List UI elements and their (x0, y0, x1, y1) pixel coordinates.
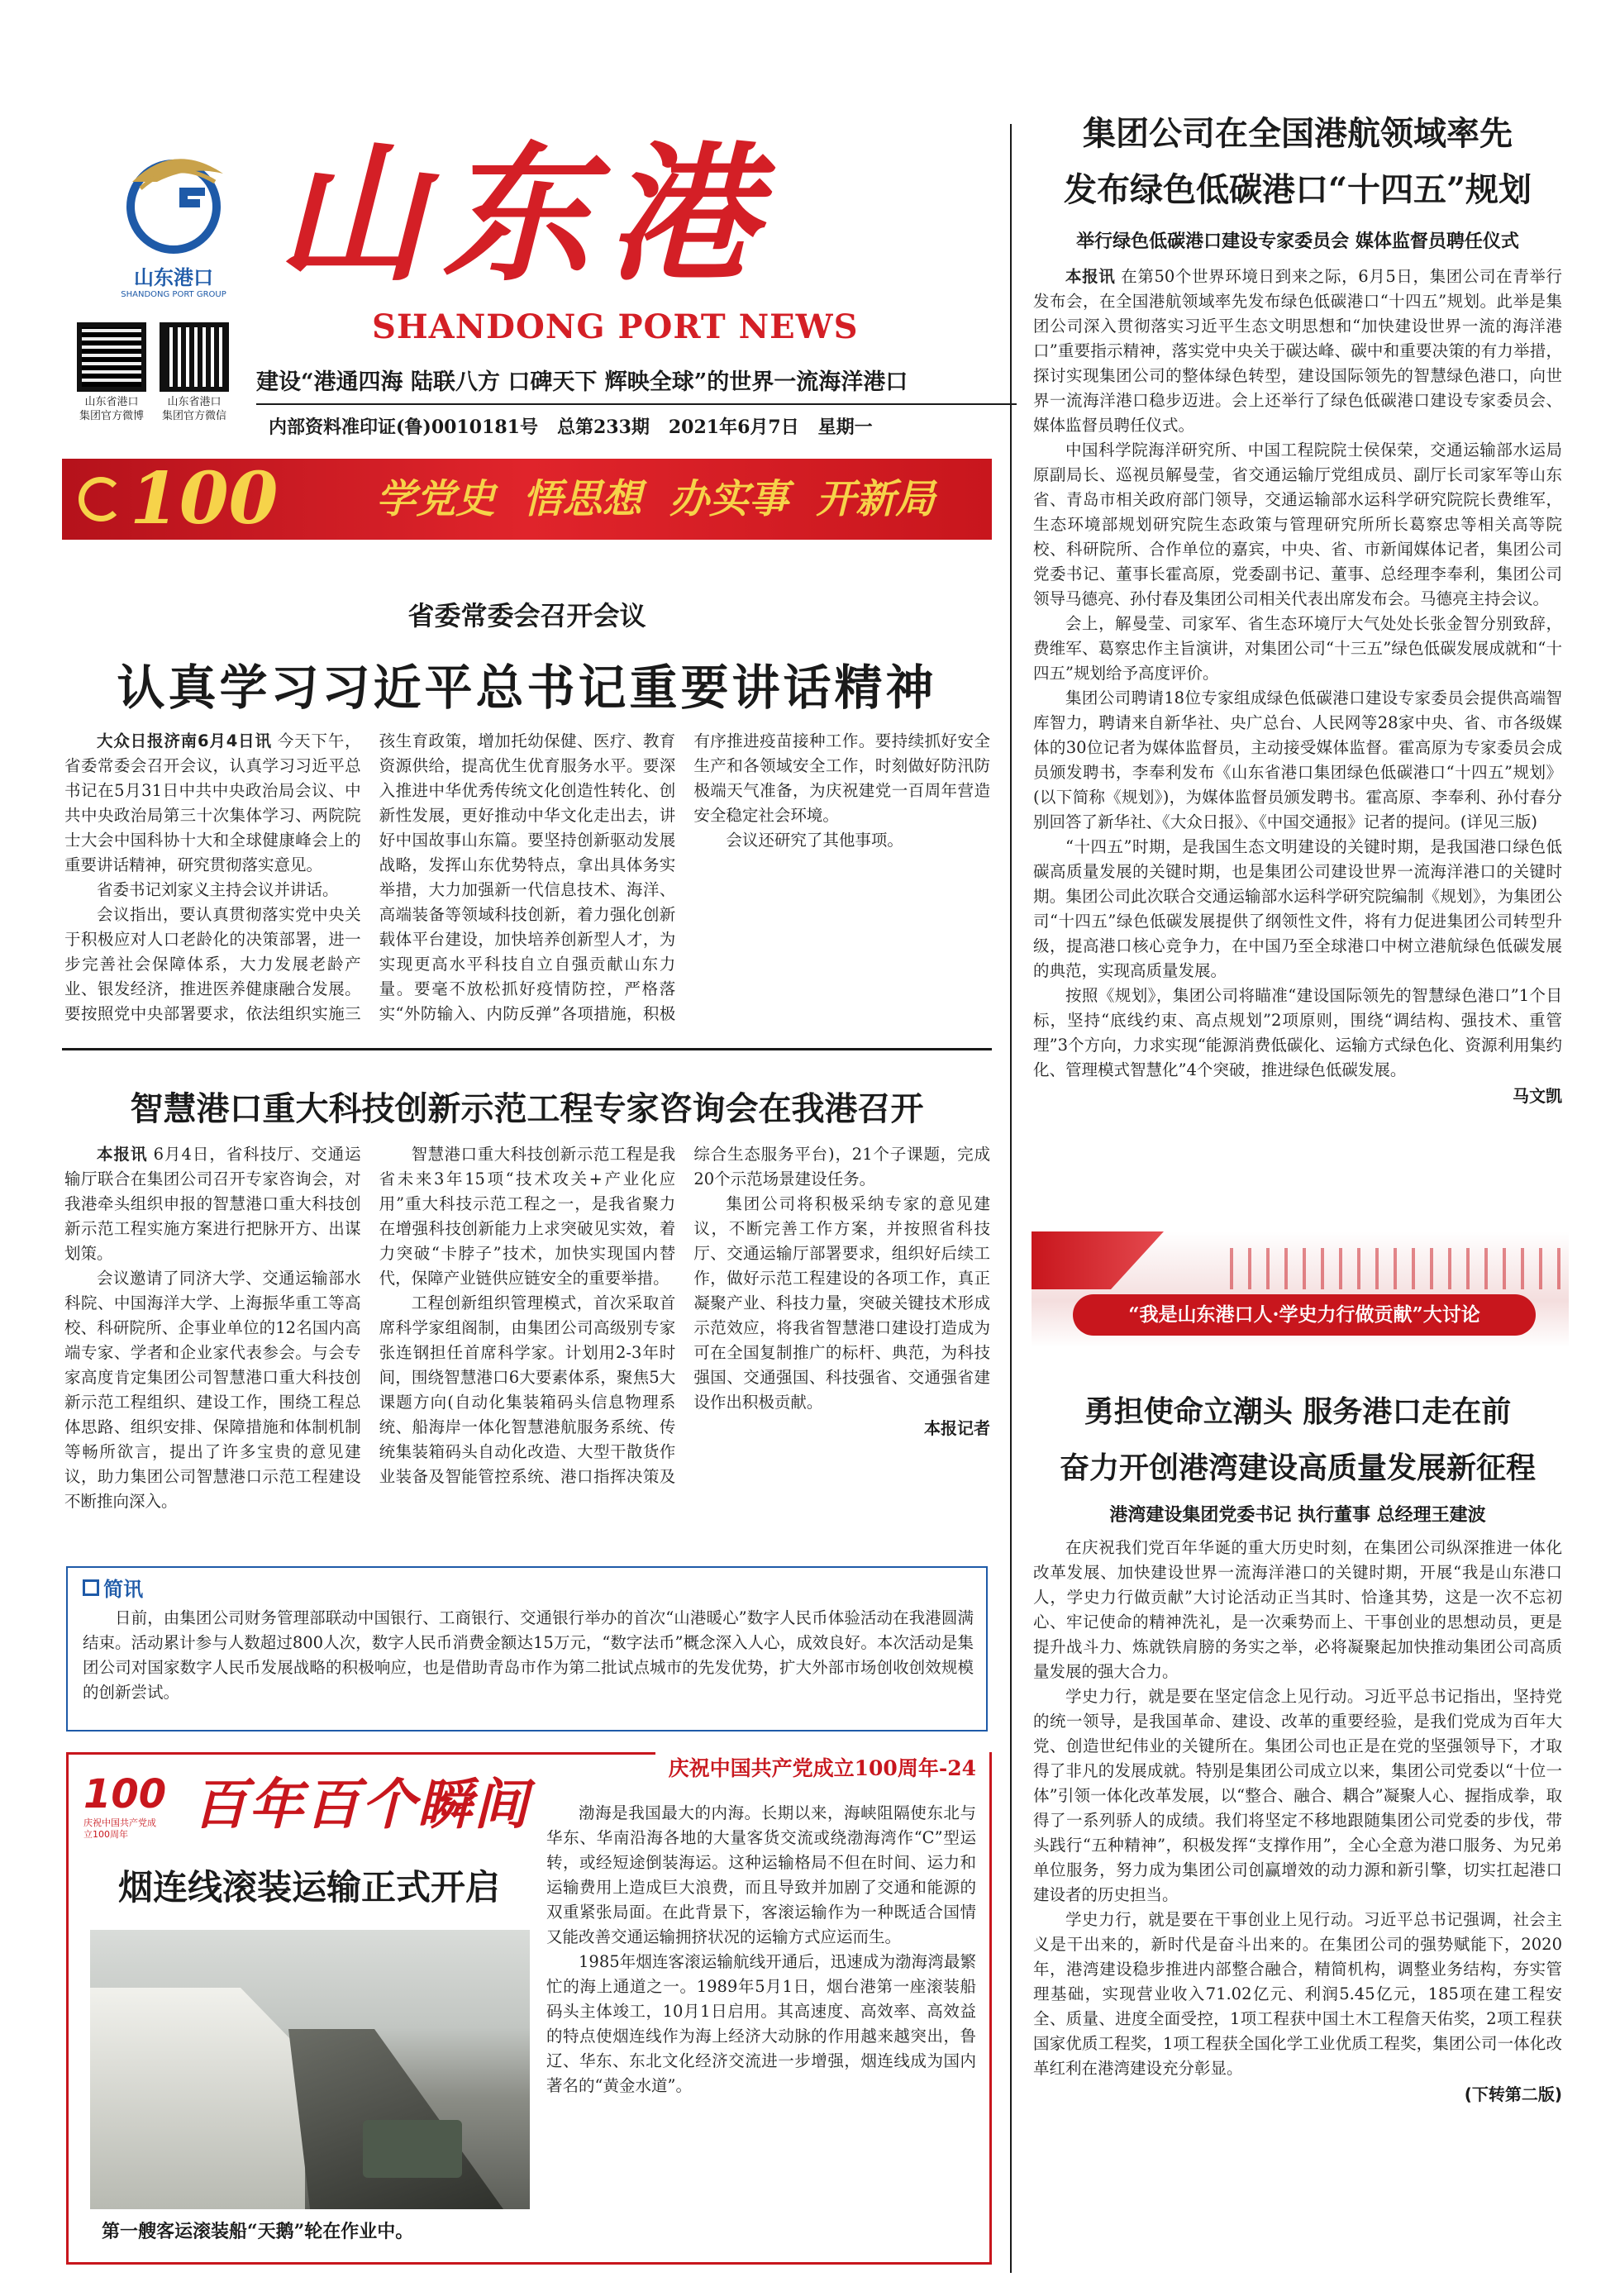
truck-icon (363, 2120, 462, 2178)
story4-body (1033, 1536, 1562, 2105)
banner-slogan: 学党史 悟思想 办实事 开新局 (376, 476, 936, 522)
story4-headline-line2: 奋力开创港湾建设高质量发展新征程 (1059, 1450, 1536, 1485)
brief-box (66, 1566, 988, 1732)
story1-lead: 大众日报济南6月4日讯 (97, 731, 272, 750)
ramp-icon (288, 2029, 503, 2209)
photo-caption: 第一艘客运滚装船“天鹅”轮在作业中。 (102, 2221, 414, 2242)
brief-header (83, 1573, 143, 1602)
story1-paragraph: 省委书记刘家义主持会议并讲话。 (97, 880, 339, 899)
century-logo (83, 1771, 167, 1841)
series-header: 庆祝中国共产党成立100周年-24 (655, 1752, 989, 1785)
story3-lead: 本报讯 (1065, 267, 1116, 286)
story1-paragraph: 会议还研究了其他事项。 (726, 831, 903, 850)
story3-headline-line1: 集团公司在全国港航领域率先 (1083, 114, 1513, 153)
qr-wechat-label: 山东省港口 集团官方微信 (161, 396, 226, 422)
masthead-title (277, 124, 1004, 314)
issue-info: 内部资料准印证(鲁)0010181号 总第233期 2021年6月7日 星期一 (269, 417, 873, 438)
story3-paragraph: 会上，解曼莹、司家军、省生态环境厅大气处处长张金智分别致辞，费维军、葛察忠作主旨演讲，对集团公司“十三五”绿色低碳发展成就和“十四五”规划给予高度评价。 (1033, 614, 1562, 683)
qr-code-icon (160, 322, 229, 392)
logo-caption: 山东港口 (134, 266, 213, 289)
qr-code-icon (77, 322, 146, 392)
story3-paragraph: 中国科学院海洋研究所、中国工程院院士侯保荣，交通运输部水运局原副局长、巡视员解曼莹，省交通运输厅党组成员、副厅长司家军等山东省、青岛市相关政府部门领导，交通运输部水运科学研究院院长费维军，生态环境部规划研究院生态政策与管理研究所所长葛察忠等相关高等院校、科研院所、合作单位的嘉宾，中央、省、市新闻媒体记者，集团公司党委书记、董事长霍高原，党委副书记、董事、总经理李奉利，集团公司领导马德亮、孙付春及集团公司相关代表出席发布会。马德亮主持会议。 (1033, 441, 1562, 608)
party-100-banner (62, 459, 992, 540)
story1-body (64, 729, 990, 1027)
qr-weibo[interactable] (70, 322, 153, 423)
history-headline: 烟连线滚装运输正式开启 (118, 1867, 501, 1908)
masthead-title-en: SHANDONG PORT NEWS (372, 307, 859, 346)
story2-body (64, 1142, 990, 1514)
logo-caption-en: SHANDONG PORT GROUP (121, 290, 226, 299)
story4-paragraph: 学史力行，就是要在坚定信念上见行动。习近平总书记指出，坚持党的统一领导，是我国革命、建设、改革的重要经验，是我们党成为百年大党、创造世纪伟业的关键所在。集团公司也正是在党的坚强领导下，才取得了非凡的发展成就。特别是集团公司成立以来，集团公司党委以“十位一体”引领一体化改革发展，以“整合、融合、耦合”凝聚人心、握指成拳，取得了一系列骄人的成绩。我们将坚定不移地跟随集团公司党委的步伐，带头践行“五种精神”，积极发挥“支撑作用”，全心全意为港口服务、为兄弟单位服务，努力成为集团公司创赢增效的动力源和新引擎，切实扛起港口建设者的历史担当。 (1033, 1687, 1562, 1904)
story1-paragraph: 大众日报济南6月4日讯 今天下午，省委常委会召开会议，认真学习习近平总书记在5月31日中共中央政治局会议、中共中央政治局第三十次集体学习、两院院士大会中国科协十大和全球健康峰会上的重要讲话精神，研究贯彻落实意见。 (64, 731, 361, 874)
story4-paragraph: 学史力行，就是要在干事创业上见行动。习近平总书记强调，社会主义是干出来的，新时代是奋斗出来的。在集团公司的强势赋能下，2020年，港湾建设稳步推进内部整合融合，精简机构，调整业务结构，夯实管理基础，实现营业收入71.02亿元、利润5.45亿元，185项在建工程安全、质量、进度全面受控，1项工程获中国土木工程詹天佑奖，2项工程获国家优质工程奖，1项工程获全国化学工业优质工程奖，集团公司一体化改革红利在港湾建设充分彰显。 (1033, 1910, 1562, 2078)
story2-headline: 智慧港口重大科技创新示范工程专家咨询会在我港召开 (130, 1089, 924, 1128)
century-logo-sub: 庆祝中国共产党成立100周年 (83, 1817, 156, 1840)
masthead-slogan: 建设“港通四海 陆联八方 口碑天下 辉映全球”的世界一流海洋港口 (256, 369, 908, 395)
history-box (66, 1752, 992, 2265)
century-logo-number: 100 (83, 1771, 167, 1817)
story3-paragraph: 本报讯 在第50个世界环境日到来之际，6月5日，集团公司在青举行发布会，在全国港航领域率先发布绿色低碳港口“十四五”规划。此举是集团公司深入贯彻落实习近平生态文明思想和“加快建设世界一流的海洋港口”重要指示精神，落实党中央关于碳达峰、碳中和重要决策的有力举措，探讨实现集团公司的整体绿色转型，建设国际领先的智慧绿色港口，向世界一流海洋港口稳步迈进。会上还举行了绿色低碳港口建设专家委员会、媒体监督员聘任仪式。 (1033, 267, 1562, 435)
story3-paragraph: “十四五”时期，是我国生态文明建设的关键时期，是我国港口绿色低碳高质量发展的关键时期，也是集团公司建设世界一流海洋港口的关键时期。集团公司此次联合交通运输部水运科学研究院编制《规划》，为集团公司“十四五”绿色低碳发展提供了纲领性文件，将有力促进集团公司转型升级，提高港口核心竞争力，在中国乃至全球港口中树立港航绿色低碳发展的典范，实现高质量发展。 (1033, 837, 1562, 980)
qr-weibo-label: 山东省港口 集团官方微博 (79, 396, 144, 422)
story2-paragraph: 智慧港口重大科技创新示范工程是我省未来3年15项“技术攻关+产业化应用”重大科技示范工程之一，是我省聚力在增强科技创新能力上求突破见实效，着力突破“卡脖子”技术，加快实现国内替代，保障产业链供应链安全的重要举措。 (379, 1145, 676, 1288)
story2-paragraph: 本报讯 6月4日，省科技厅、交通运输厅联合在集团公司召开专家咨询会，对我港牵头组织申报的智慧港口重大科技创新示范工程实施方案进行把脉开方、出谋划策。 (64, 1145, 361, 1263)
skyline-icon (1230, 1248, 1560, 1289)
masthead-title-text: 山东港 (277, 127, 774, 302)
square-icon (83, 1579, 99, 1596)
column-title: 百年百个瞬间 (193, 1772, 530, 1836)
discussion-banner (1032, 1231, 1569, 1347)
group-logo (107, 149, 240, 298)
story3-paragraph: 集团公司聘请18位专家组成绿色低碳港口建设专家委员会提供高端智库智力，聘请来自新华社、央广总台、人民网等28家中央、省、市各级媒体的30位记者为媒体监督员，主动接受媒体监督。霍高原为专家委员会成员颁发聘书，李奉利发布《山东省港口集团绿色低碳港口“十四五”规划》(以下简称《规划》)，为媒体监督员颁发聘书。霍高原、李奉利、孙付春分别回答了新华社、《大众日报》、《中国交通报》记者的提问。(详见三版) (1033, 688, 1562, 831)
story1-kicker: 省委常委会召开会议 (407, 600, 646, 631)
story3-subhead: 举行绿色低碳港口建设专家委员会 媒体监督员聘任仪式 (1076, 231, 1519, 252)
banner-number: 100 (130, 459, 279, 540)
story2-lead: 本报讯 (97, 1145, 148, 1164)
brief-text: 日前，由集团公司财务管理部联动中国银行、工商银行、交通银行举办的首次“山港暖心”数字人民币体验活动在我港圆满结束。活动累计参与人数超过800人次，数字人民币消费金额达15万元，“数字法币”概念深入人心，成效良好。本次活动是集团公司对国家数字人民币发展战略的积极响应，也是借助青岛市作为第二批试点城市的先发优势，扩大外部市场创收创效规模的创新尝试。 (83, 1608, 974, 1702)
hammer-sickle-icon (79, 477, 123, 522)
story3-body (1033, 264, 1562, 1107)
history-paragraph: 渤海是我国最大的内海。长期以来，海峡阻隔使东北与华东、华南沿海各地的大量客货交流或绕渤海湾作“C”型运转，或经短途倒装海运。这种运输格局不但在时间、运力和运输费用上造成巨大浪费，而且导致并加剧了交通和能源的双重紧张局面。在此背景下，客滚运输作为一种既适合国情又能改善交通运输拥挤状况的运输方式应运而生。 (546, 1803, 976, 1946)
masthead-rule (256, 403, 1017, 405)
story3-paragraph: 按照《规划》，集团公司将瞄准“建设国际领先的智慧绿色港口”1个目标，坚持“底线约束、高点规划”2项原则，围绕“调结构、强技术、重管理”3个方向，力求实现“能源消费低碳化、运输方式绿色化、资源利用集约化、管理模式智慧化”4个突破，推进绿色低碳发展。 (1033, 986, 1562, 1079)
history-body (546, 1801, 976, 2098)
story2-paragraph: 集团公司将积极采纳专家的意见建议，不断完善工作方案，并按照省科技厅、交通运输厅部署要求，组织好后续工作，做好示范工程建设的各项工作，真正凝聚产业、科技力量，突破关键技术形成示范效应，将我省智慧港口建设打造成为可在全国复制推广的标杆、典范，为科技强国、交通强国、科技强省、交通强省建设作出积极贡献。 (693, 1194, 990, 1412)
continued-note[interactable]: (下转第二版) (1464, 2084, 1562, 2104)
story2-paragraph: 会议邀请了同济大学、交通运输部水科院、中国海洋大学、上海振华重工等高校、科研院所、企事业单位的12名国内高端专家、学者和企业家代表参会。与会专家高度肯定集团公司智慧港口重大科技创新示范工程组织、建设工作，围绕工程总体思路、组织安排、保障措施和体制机制等畅所欲言，提出了许多宝贵的意见建议，助力集团公司智慧港口示范工程建设不断推向深入。 (64, 1269, 361, 1511)
history-paragraph: 1985年烟连客滚运输航线开通后，迅速成为渤海湾最繁忙的海上通道之一。1989年5月1日，烟台港第一座滚装船码头主体竣工，10月1日启用。其高速度、高效率、高效益的特点使烟连线作为海上经济大动脉的作用越来越突出，鲁辽、华东、东北文化经济交流进一步增强，烟连线成为国内著名的“黄金水道”。 (546, 1952, 976, 2095)
story1-paragraph: 会议指出，要认真贯彻落实党中央关于积极应对人口老龄化的决策部署，进一步完善社会保障体系，大力发展老龄产业、银发经济，推进医养健康融合发展。要按照党中央部署要求，依法组织实施三孩生育政策，增加托幼保健、医疗、教育资源供给，提高优生优育服务水平。要深入推进中华优秀传统文化创造性转化、创新性发展，更好推动中华文化走出去，讲好中国故事山东篇。要坚持创新驱动发展战略，发挥山东优势特点，拿出具体务实举措，大力加强新一代信息技术、海洋、高端装备等领域科技创新，着力强化创新载体平台建设，加快培养创新型人才，为实现更高水平科技自立自强贡献山东力量。要毫不放松抓好疫情防控，严格落实“外防输入、内防反弹”各项措施，积极有序推进疫苗接种工作。要持续抓好安全生产和各领域安全工作，时刻做好防汛防极端天气准备，为庆祝建党一百周年营造安全稳定社会环境。 (64, 731, 990, 1023)
story1-headline: 认真学习习近平总书记重要讲话精神 (117, 660, 937, 716)
story2-signature: 本报记者 (923, 1418, 990, 1438)
discussion-title: “我是山东港口人·学史力行做贡献”大讨论 (1073, 1294, 1536, 1336)
ferry-photo (90, 1930, 530, 2209)
story4-byline: 港湾建设集团党委书记 执行董事 总经理王建波 (1109, 1504, 1486, 1526)
story4-headline-line1: 勇担使命立潮头 服务港口走在前 (1084, 1394, 1512, 1429)
story3-signature: 马文凯 (1513, 1086, 1562, 1106)
brief-label: 简讯 (103, 1578, 144, 1601)
story2-paragraph: 工程创新组织管理模式，首次采取首席科学家组阁制，由集团公司高级别专家张连钢担任首席科学家。计划用2-3年时间，围绕智慧港口6大要素体系，聚焦5大课题方向(自动化集装箱码头信息物理系统、船海岸一体化智慧港航服务系统、传统集装箱码头自动化改造、大型干散货作业装备及智能管控系统、港口指挥决策及综合生态服务平台)，21个子课题，完成20个示范场景建设任务。 (379, 1145, 990, 1486)
qr-wechat[interactable] (153, 322, 236, 423)
story3-headline-line2: 发布绿色低碳港口“十四五”规划 (1063, 170, 1532, 209)
party-emblem-icon (1032, 1231, 1164, 1289)
column-divider (1010, 124, 1012, 2273)
story4-paragraph: 在庆祝我们党百年华诞的重大历史时刻，在集团公司纵深推进一体化改革发展、加快建设世界一流海洋港口的关键时期，开展“我是山东港口人，学史力行做贡献”大讨论活动正当其时、恰逢其势，这是一次不忘初心、牢记使命的精神洗礼，是一次乘势而上、干事创业的思想动员，更是提升战斗力、炼就铁肩膀的务实之举，必将凝聚起加快推动集团公司高质量发展的强大合力。 (1033, 1538, 1562, 1681)
ship-hull-icon (90, 1988, 305, 2209)
port-logo-icon (107, 149, 240, 256)
masthead (50, 124, 1017, 446)
section-divider (62, 1048, 992, 1050)
